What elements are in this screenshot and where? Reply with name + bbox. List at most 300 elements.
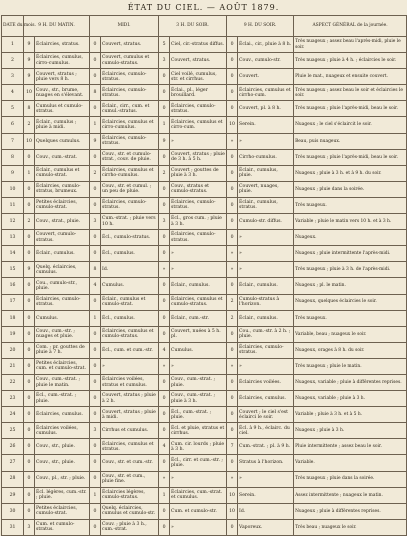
- table-row: [2, 326, 407, 342]
- cell-3h-soir-text: Cum. cir. lourds ; pluie à 3 h.: [170, 439, 227, 455]
- table-row: [2, 101, 407, 117]
- cell-midi-value: 0: [90, 439, 101, 455]
- table-row: [2, 439, 407, 455]
- cell-9h-soir-text: Éclair., cumulus.: [238, 278, 294, 294]
- table-row: [2, 133, 407, 149]
- cell-9h-soir-text: Couvert ; le ciel s'est éclairci le soir.: [238, 407, 294, 423]
- cell-9h-soir-value: »: [227, 262, 238, 278]
- cell-9h-soir-value: 0: [227, 278, 238, 294]
- cell-midi-text: Couvert, stratus ; pluie à 2 h.: [101, 391, 159, 407]
- cell-9h-soir-value: 0: [227, 214, 238, 230]
- header-row: [2, 16, 407, 37]
- cell-aspect-text: Très nuageux ; pluie l'après-midi, beau le soir.: [294, 101, 407, 117]
- cell-3h-soir-value: 2: [159, 165, 170, 181]
- cell-3h-soir-text: »: [170, 471, 227, 487]
- cell-3h-soir-text: Éclaircies, cum.-strat. et cumulus.: [170, 487, 227, 503]
- header-aspect: ASPECT GÉNÉRAL de la journée.: [294, 16, 407, 37]
- cell-9h-soir-value: »: [227, 471, 238, 487]
- cell-date: 24: [2, 407, 24, 423]
- cell-9h-matin-text: Éclaircies voilées, cumulus.: [35, 423, 90, 439]
- cell-midi-text: Éclaircies légères, cumulo-stratus.: [101, 487, 159, 503]
- cell-9h-soir-value: »: [227, 133, 238, 149]
- cell-midi-text: Cirrhus et cumulus.: [101, 423, 159, 439]
- cell-9h-soir-text: Éclaircies, cumulus et cirrho-cum.: [238, 85, 294, 101]
- cell-9h-matin-value: 9: [24, 69, 35, 85]
- cell-3h-soir-value: 0: [159, 246, 170, 262]
- cell-aspect-text: Nuageux ; pl. le matin.: [294, 278, 407, 294]
- cell-9h-matin-value: 0: [24, 503, 35, 519]
- cell-3h-soir-text: Éclaircies, cumulus et cirro-cum.: [170, 117, 227, 133]
- cell-3h-soir-value: 0: [159, 455, 170, 471]
- cell-midi-text: Écl., cumulus.: [101, 310, 159, 326]
- page-title: ÉTAT DU CIEL. — AOÛT 1879.: [127, 3, 280, 12]
- cell-9h-soir-value: 0: [227, 37, 238, 53]
- cell-3h-soir-text: Éclair., cum.-str.: [170, 310, 227, 326]
- cell-3h-soir-text: Écl., cirr. et cum.-str. ; pluie.: [170, 455, 227, 471]
- cell-9h-soir-value: 0: [227, 53, 238, 69]
- cell-9h-matin-text: Cum. et cumulo-stratus.: [35, 519, 90, 535]
- table-row: [2, 53, 407, 69]
- table-row: [2, 37, 407, 53]
- cell-midi-text: Éclaircies, cumulo-stratus.: [101, 133, 159, 149]
- cell-3h-soir-value: 0: [159, 326, 170, 342]
- cell-9h-soir-text: Éclai., cir., pluie à 8 h.: [238, 37, 294, 53]
- cell-9h-soir-text: Couvert, nuages, pluie.: [238, 181, 294, 197]
- cell-9h-matin-text: Éclaircies, cumulus.: [35, 407, 90, 423]
- cell-9h-soir-value: 0: [227, 374, 238, 390]
- cell-9h-matin-value: 0: [24, 439, 35, 455]
- cell-midi-value: 1: [90, 310, 101, 326]
- cell-9h-matin-value: 0: [24, 358, 35, 374]
- cell-3h-soir-value: 0: [159, 294, 170, 310]
- cell-aspect-text: Pluie le mat., nuageux et ensuite couvert.: [294, 69, 407, 85]
- cell-midi-value: 0: [90, 69, 101, 85]
- cell-date: 1: [2, 37, 24, 53]
- table-row: [2, 165, 407, 181]
- cell-3h-soir-text: Cumulus.: [170, 342, 227, 358]
- cell-midi-value: 8: [90, 262, 101, 278]
- cell-9h-soir-text: Cum.-strat. ; pl. à 9 h.: [238, 439, 294, 455]
- table-row: [2, 85, 407, 101]
- cell-aspect-text: Très nuageux.: [294, 310, 407, 326]
- cell-midi-text: Éclaircies, cumulo-stratus.: [101, 197, 159, 213]
- cell-9h-soir-text: »: [238, 133, 294, 149]
- cell-9h-matin-value: 0: [24, 487, 35, 503]
- cell-aspect-text: Nuageux ; pluie intermittente l'après-midi.: [294, 246, 407, 262]
- table-row: [2, 358, 407, 374]
- cell-9h-soir-text: Cumulo-stratus à l'horizon.: [238, 294, 294, 310]
- cell-3h-soir-value: 5: [159, 37, 170, 53]
- table-row: [2, 487, 407, 503]
- cell-midi-text: Éclaircies, cumulus et cumulo-stratus.: [101, 326, 159, 342]
- cell-3h-soir-text: Couv., cum.-strat. ; pluie à 3 h.: [170, 391, 227, 407]
- cell-date: 4: [2, 85, 24, 101]
- table-row: [2, 294, 407, 310]
- cell-9h-soir-text: Cirrho-cumulus.: [238, 149, 294, 165]
- cell-9h-matin-value: 2: [24, 214, 35, 230]
- cell-date: 9: [2, 165, 24, 181]
- cell-9h-matin-value: 0: [24, 423, 35, 439]
- cell-3h-soir-value: 4: [159, 439, 170, 455]
- cell-aspect-text: Nuageux, orages à 8 h. du soir.: [294, 342, 407, 358]
- cell-date: 12: [2, 214, 24, 230]
- cell-date: 27: [2, 455, 24, 471]
- cell-3h-soir-text: Couv., stratus et cumulo-stratus.: [170, 181, 227, 197]
- cell-9h-matin-text: Couv., strat., pluie.: [35, 214, 90, 230]
- cell-3h-soir-text: Écl., cum.-strat. ; pluie.: [170, 407, 227, 423]
- cell-9h-soir-text: »: [238, 230, 294, 246]
- cell-aspect-text: Pluie intermittente ; assez beau le soir.: [294, 439, 407, 455]
- cell-9h-matin-text: Écl., cum.-strat. ; pluie.: [35, 391, 90, 407]
- cell-9h-soir-text: Serein.: [238, 117, 294, 133]
- cell-9h-matin-text: Petites éclaircies, cumulo-strat.: [35, 503, 90, 519]
- cell-midi-value: 0: [90, 358, 101, 374]
- cell-midi-value: 0: [90, 519, 101, 535]
- cell-9h-soir-value: 0: [227, 149, 238, 165]
- cell-3h-soir-value: 0: [159, 310, 170, 326]
- cell-3h-soir-text: Couvert, stratus.: [170, 53, 227, 69]
- cell-3h-soir-value: 0: [159, 85, 170, 101]
- cell-9h-soir-value: 0: [227, 519, 238, 535]
- cell-midi-text: Cumulus.: [101, 278, 159, 294]
- table-row: [2, 342, 407, 358]
- cell-3h-soir-value: 9: [159, 133, 170, 149]
- cell-9h-soir-text: Couvert, pl. à 8 h.: [238, 101, 294, 117]
- cell-aspect-text: Nuageux.: [294, 230, 407, 246]
- cell-midi-text: Éclair., cirr., cum. et cumul.-stratus.: [101, 101, 159, 117]
- cell-9h-soir-text: Éclair., cumulus, stratus.: [238, 197, 294, 213]
- table-row: [2, 69, 407, 85]
- table-row: [2, 214, 407, 230]
- cell-aspect-text: Très nuageux ; assez beau l'après-midi, pluie le soir.: [294, 37, 407, 53]
- cell-9h-matin-text: Cumulus.: [35, 310, 90, 326]
- table-row: [2, 374, 407, 390]
- cell-9h-matin-value: 9: [24, 37, 35, 53]
- cell-9h-soir-text: Éclair., cumulus.: [238, 310, 294, 326]
- cell-midi-value: 0: [90, 471, 101, 487]
- cell-9h-matin-text: Éclaircies, cumulo-stratus, brumeux.: [35, 181, 90, 197]
- table-row: [2, 310, 407, 326]
- cell-9h-soir-text: Éclaircies, cumulo-stratus.: [238, 342, 294, 358]
- cell-3h-soir-value: 0: [159, 391, 170, 407]
- cell-midi-value: 8: [90, 85, 101, 101]
- cell-3h-soir-text: Éclaircies, cumulo-stratus.: [170, 197, 227, 213]
- cell-9h-soir-value: 10: [227, 503, 238, 519]
- cell-midi-text: Éclaircies, cumulus et cirro-cumulus.: [101, 117, 159, 133]
- cell-9h-soir-value: 10: [227, 117, 238, 133]
- cell-midi-value: 0: [90, 197, 101, 213]
- cell-3h-soir-value: 0: [159, 101, 170, 117]
- cell-9h-soir-text: Éclaircies voilées.: [238, 374, 294, 390]
- cell-date: 8: [2, 149, 24, 165]
- cell-9h-soir-value: 0: [227, 391, 238, 407]
- cell-date: 25: [2, 423, 24, 439]
- cell-9h-matin-value: 0: [24, 407, 35, 423]
- cell-date: 29: [2, 487, 24, 503]
- cell-midi-value: 0: [90, 246, 101, 262]
- cell-9h-soir-value: 7: [227, 439, 238, 455]
- cell-midi-text: Éclaircies, cumulo-stratus.: [101, 69, 159, 85]
- cell-date: 13: [2, 230, 24, 246]
- cell-9h-matin-value: 0: [24, 181, 35, 197]
- cell-9h-matin-text: Éclaircies, cumulo-stratus.: [35, 294, 90, 310]
- cell-3h-soir-text: Couvert ; gouttes de pluie à 3 h.: [170, 165, 227, 181]
- cell-9h-matin-value: 0: [24, 246, 35, 262]
- table-row: [2, 407, 407, 423]
- cell-aspect-text: Nuageux, variable ; pluie à 3 h.: [294, 391, 407, 407]
- cell-9h-matin-value: 0: [24, 149, 35, 165]
- cell-midi-value: 0: [90, 181, 101, 197]
- cell-date: 19: [2, 326, 24, 342]
- cell-date: 21: [2, 358, 24, 374]
- cell-9h-matin-value: 10: [24, 85, 35, 101]
- cell-9h-matin-text: Couv., cum.-strat.: [35, 149, 90, 165]
- cell-9h-matin-value: 9: [24, 53, 35, 69]
- cell-midi-text: Id.: [101, 262, 159, 278]
- cell-9h-matin-text: Couvert, cumulo-stratus.: [35, 230, 90, 246]
- cell-aspect-text: Nuageux ; pluie dans la soirée.: [294, 181, 407, 197]
- cell-9h-soir-value: 2: [227, 294, 238, 310]
- cell-3h-soir-value: 4: [159, 342, 170, 358]
- cell-9h-matin-text: Quelques cumulus.: [35, 133, 90, 149]
- cell-3h-soir-text: Écl., gros cum. ; pluie à 3 h.: [170, 214, 227, 230]
- cell-3h-soir-text: Éclai., pl., léger brouillard.: [170, 85, 227, 101]
- cell-date: 20: [2, 342, 24, 358]
- cell-date: 14: [2, 246, 24, 262]
- cell-9h-soir-value: 0: [227, 407, 238, 423]
- cell-9h-matin-text: Quelq. éclaircies, cumulus.: [35, 262, 90, 278]
- cell-9h-soir-text: Écl. à 9 h., éclairc. du ciel.: [238, 423, 294, 439]
- cell-9h-matin-value: 0: [24, 471, 35, 487]
- cell-midi-text: »: [101, 358, 159, 374]
- cell-9h-matin-text: Cumulus et cumulo-stratus.: [35, 101, 90, 117]
- cell-3h-soir-value: 0: [159, 519, 170, 535]
- cell-date: 30: [2, 503, 24, 519]
- cell-9h-soir-text: Cou., cum.-str. à 2 h. ; pluie.: [238, 326, 294, 342]
- cell-midi-value: 0: [90, 503, 101, 519]
- cell-midi-text: Couvert, stratus.: [101, 37, 159, 53]
- cell-midi-value: 0: [90, 230, 101, 246]
- cell-midi-value: 0: [90, 374, 101, 390]
- cell-midi-value: 4: [90, 278, 101, 294]
- cell-midi-value: 0: [90, 342, 101, 358]
- cell-3h-soir-value: 0: [159, 197, 170, 213]
- table-row: [2, 149, 407, 165]
- table-body: [2, 37, 407, 536]
- cell-3h-soir-value: »: [159, 262, 170, 278]
- cell-date: 31: [2, 519, 24, 535]
- cell-9h-matin-value: 9: [24, 262, 35, 278]
- cell-3h-soir-value: »: [159, 358, 170, 374]
- cell-midi-value: 0: [90, 101, 101, 117]
- cell-9h-matin-text: Éclair., cumulus et cumulo-strat.: [35, 165, 90, 181]
- cell-9h-soir-value: 0: [227, 342, 238, 358]
- cell-aspect-text: Variable ; pluie le matin vers 10 h. et à 3 h.: [294, 214, 407, 230]
- cell-midi-text: Éclaircies, cumulo-stratus.: [101, 85, 159, 101]
- table-row: [2, 423, 407, 439]
- cell-date: 22: [2, 374, 24, 390]
- cell-9h-matin-text: Couv., cum.-strat. ; pluie le matin.: [35, 374, 90, 390]
- cell-midi-text: Couv., str. et cumul. ; un peu de pluie.: [101, 181, 159, 197]
- cell-midi-value: 3: [90, 214, 101, 230]
- cell-3h-soir-text: Écl. et pluie, stratus et cirrhus.: [170, 423, 227, 439]
- cell-date: 17: [2, 294, 24, 310]
- cell-3h-soir-value: 0: [159, 503, 170, 519]
- cell-9h-matin-value: 1: [24, 165, 35, 181]
- table-row: [2, 117, 407, 133]
- cell-date: 3: [2, 69, 24, 85]
- cell-midi-value: 0: [90, 455, 101, 471]
- cell-midi-text: Écl., cumulus.: [101, 246, 159, 262]
- cell-9h-matin-text: Petites éclaircies, cumulo-strat.: [35, 197, 90, 213]
- cell-9h-matin-text: Couv., str., pluie.: [35, 455, 90, 471]
- cell-3h-soir-value: 1: [159, 117, 170, 133]
- cell-9h-matin-text: Couv., pl., str. ; pluie.: [35, 471, 90, 487]
- cell-9h-soir-text: Id.: [238, 503, 294, 519]
- cell-aspect-text: Beau, puis nuageux.: [294, 133, 407, 149]
- cell-aspect-text: Très nuageux ; pluie l'après-midi, beau le soir.: [294, 149, 407, 165]
- cell-aspect-text: Très nuageux ; pluie à 4 h. ; éclaircies le soir.: [294, 53, 407, 69]
- cell-3h-soir-text: Ciel, cir.-stratus diffus.: [170, 37, 227, 53]
- cell-9h-matin-text: Com. ; pr. gouttes de pluie à 7 h.: [35, 342, 90, 358]
- cell-aspect-text: Nuageux, quelques éclaircies le soir.: [294, 294, 407, 310]
- cell-midi-value: 1: [90, 487, 101, 503]
- table-row: [2, 181, 407, 197]
- cell-9h-soir-value: 0: [227, 197, 238, 213]
- cell-9h-soir-value: 10: [227, 487, 238, 503]
- cell-midi-value: 0: [90, 326, 101, 342]
- cell-9h-matin-value: 0: [24, 230, 35, 246]
- cell-midi-text: Quelq. éclaircies, cumulus et cumulo-str.: [101, 503, 159, 519]
- cell-9h-soir-text: Cumulo-str. diffus.: [238, 214, 294, 230]
- cell-aspect-text: Très nuageux ; assez beau le soir et éclaircies le soir.: [294, 85, 407, 101]
- cell-aspect-text: Très nuageux ; pluie le matin.: [294, 358, 407, 374]
- cell-date: 23: [2, 391, 24, 407]
- cell-aspect-text: Nuageux, variable ; pluie à différentes reprises.: [294, 374, 407, 390]
- cell-midi-text: Cum.-strat. ; pluie vers 10 h.: [101, 214, 159, 230]
- cell-3h-soir-value: 0: [159, 374, 170, 390]
- cell-3h-soir-text: Éclaircies, cumulus et cumulo-stratus.: [170, 294, 227, 310]
- weather-table: [1, 15, 407, 536]
- cell-aspect-text: Très nuageux ; pluie à 3 h. de l'après-midi.: [294, 262, 407, 278]
- cell-date: 15: [2, 262, 24, 278]
- table-row: [2, 278, 407, 294]
- cell-9h-soir-text: Éclair., cumulus, pluie.: [238, 165, 294, 181]
- cell-3h-soir-value: »: [159, 471, 170, 487]
- cell-3h-soir-value: 1: [159, 487, 170, 503]
- cell-3h-soir-text: Couvert, stratus ; pluie de 3 h. à 5 h.: [170, 149, 227, 165]
- cell-9h-soir-text: Serein.: [238, 487, 294, 503]
- cell-midi-text: Éclaircies, cumulus et cirrho-cumulus.: [101, 165, 159, 181]
- cell-9h-soir-value: »: [227, 358, 238, 374]
- cell-9h-soir-value: 0: [227, 101, 238, 117]
- cell-3h-soir-value: 3: [159, 53, 170, 69]
- cell-aspect-text: Très nuageux.: [294, 197, 407, 213]
- cell-9h-soir-text: Couv., cumulo-str.: [238, 53, 294, 69]
- cell-3h-soir-value: 0: [159, 149, 170, 165]
- cell-midi-value: 0: [90, 53, 101, 69]
- cell-9h-matin-value: 0: [24, 391, 35, 407]
- cell-date: 28: [2, 471, 24, 487]
- cell-3h-soir-value: 0: [159, 423, 170, 439]
- cell-midi-value: 0: [90, 149, 101, 165]
- cell-9h-matin-value: 8: [24, 101, 35, 117]
- cell-aspect-text: Nuageux ; pluie à 3 h. et à 9 h. du soir.: [294, 165, 407, 181]
- cell-3h-soir-value: 0: [159, 407, 170, 423]
- cell-9h-matin-value: 0: [24, 310, 35, 326]
- table-row: [2, 262, 407, 278]
- cell-midi-text: Éclaircies, cumulus et stratus.: [101, 439, 159, 455]
- cell-9h-soir-value: 0: [227, 165, 238, 181]
- cell-aspect-text: Variable ; pluie à 3 h. et à 5 h.: [294, 407, 407, 423]
- cell-midi-text: Couvert, stratus ; pluie à midi.: [101, 407, 159, 423]
- cell-3h-soir-text: »: [170, 246, 227, 262]
- cell-aspect-text: Variable.: [294, 455, 407, 471]
- cell-9h-soir-value: 0: [227, 230, 238, 246]
- cell-midi-value: 2: [90, 165, 101, 181]
- header-9h-matin: 9 H. DU MATIN.: [24, 16, 90, 37]
- cell-9h-soir-text: »: [238, 471, 294, 487]
- cell-9h-soir-value: 0: [227, 455, 238, 471]
- cell-9h-matin-value: 2: [24, 117, 35, 133]
- cell-9h-matin-text: Petites éclaircies, cum. et cumulo-strat.: [35, 358, 90, 374]
- cell-9h-soir-text: Couvert.: [238, 69, 294, 85]
- cell-3h-soir-text: Couv., cum.-strat. ; pluie.: [170, 374, 227, 390]
- cell-9h-soir-text: »: [238, 358, 294, 374]
- cell-midi-text: Couv., str. et cum.-str.: [101, 455, 159, 471]
- table-row: [2, 230, 407, 246]
- cell-3h-soir-text: »: [170, 358, 227, 374]
- cell-3h-soir-value: 0: [159, 181, 170, 197]
- cell-aspect-text: Nuageux ; le ciel s'éclaircit le soir.: [294, 117, 407, 133]
- table-row: [2, 455, 407, 471]
- cell-9h-soir-value: 0: [227, 423, 238, 439]
- cell-3h-soir-value: 0: [159, 230, 170, 246]
- cell-3h-soir-text: »: [170, 262, 227, 278]
- cell-9h-soir-text: Éclaircies, cumulus.: [238, 391, 294, 407]
- cell-aspect-text: Nuageux ; pluie à différentes reprises.: [294, 503, 407, 519]
- cell-9h-soir-text: Stratus à l'horizon.: [238, 455, 294, 471]
- cell-9h-matin-value: 0: [24, 342, 35, 358]
- cell-9h-matin-text: Éclair., cumulus ; pluie à midi.: [35, 117, 90, 133]
- header-3h-soir: 3 H. DU SOIR.: [159, 16, 227, 37]
- table-row: [2, 197, 407, 213]
- cell-3h-soir-value: 0: [159, 69, 170, 85]
- cell-midi-value: 0: [90, 294, 101, 310]
- cell-9h-soir-value: 0: [227, 85, 238, 101]
- cell-date: 2: [2, 53, 24, 69]
- cell-9h-soir-value: 0: [227, 326, 238, 342]
- cell-midi-text: Éclaircies voilées, stratus et cumulus.: [101, 374, 159, 390]
- cell-3h-soir-value: 0: [159, 278, 170, 294]
- cell-9h-soir-text: »: [238, 262, 294, 278]
- cell-midi-value: 0: [90, 407, 101, 423]
- cell-aspect-text: Assez intermittente ; nuageux le matin.: [294, 487, 407, 503]
- cell-9h-soir-text: »: [238, 246, 294, 262]
- cell-midi-text: Écl., cumulo-stratus.: [101, 230, 159, 246]
- cell-3h-soir-text: »: [170, 519, 227, 535]
- cell-9h-soir-value: »: [227, 246, 238, 262]
- cell-9h-matin-value: 0: [24, 278, 35, 294]
- cell-9h-matin-text: Cou., cumulo-str., pluie.: [35, 278, 90, 294]
- table-row: [2, 519, 407, 535]
- cell-9h-matin-text: Couvert, stratus ; pluie vers 8 h.: [35, 69, 90, 85]
- header-midi: MIDI.: [90, 16, 159, 37]
- cell-9h-matin-text: Éclaircies, stratus.: [35, 37, 90, 53]
- cell-9h-matin-value: 0: [24, 294, 35, 310]
- cell-midi-value: 0: [90, 391, 101, 407]
- cell-3h-soir-text: Éclaircies, cumulo-stratus.: [170, 230, 227, 246]
